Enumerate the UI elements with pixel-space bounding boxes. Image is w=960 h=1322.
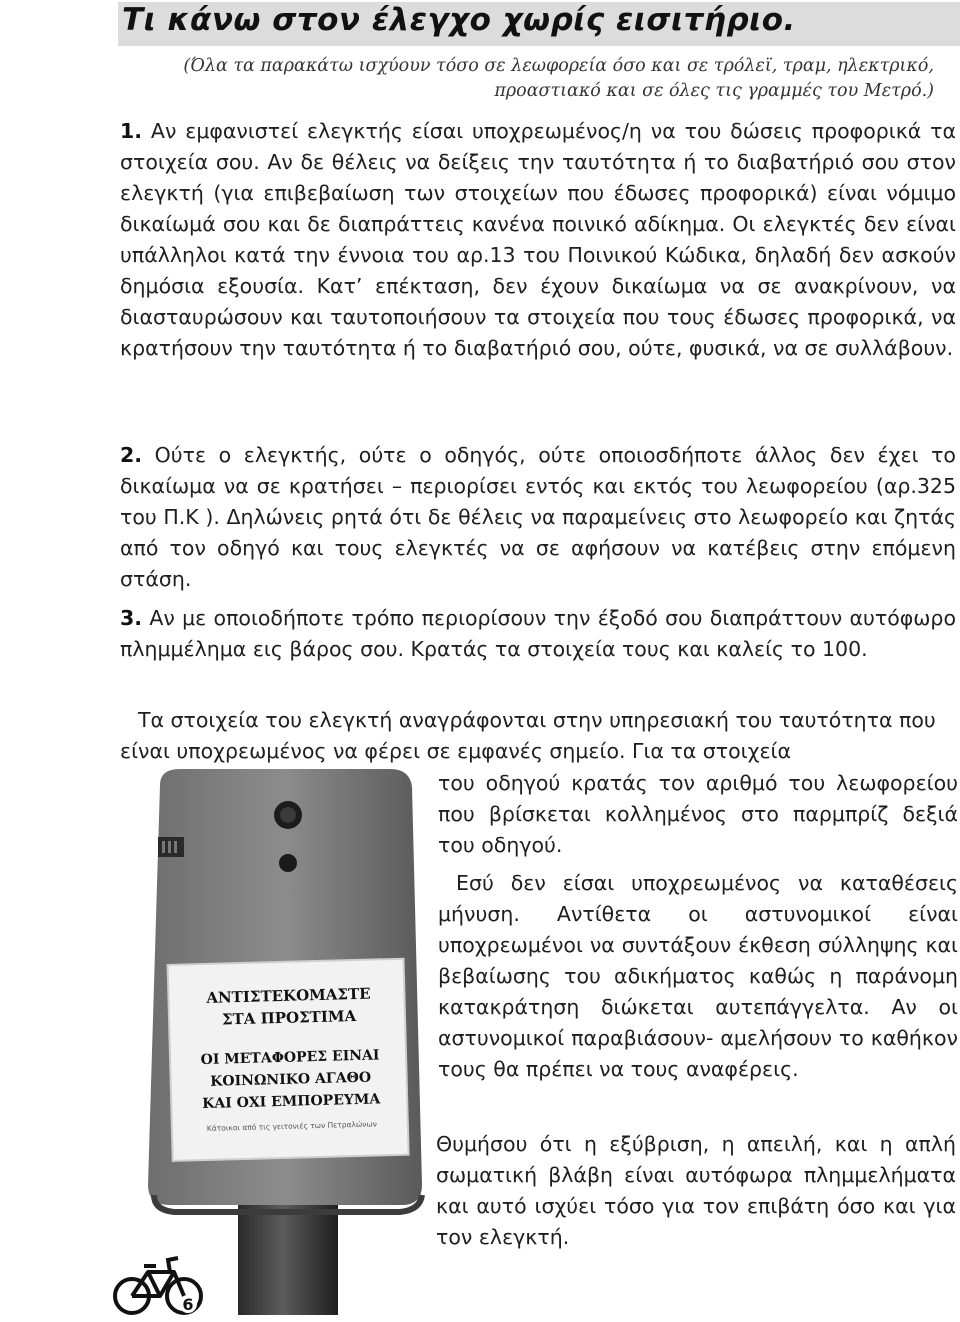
section-text: Ούτε ο ελεγκτής, ούτε ο οδηγός, ούτε οποιοσδήποτε άλλος δεν έχει το δικαίωμα να σε κρατήσει – περιορίσει εντός και εκτός του λεωφορείου (αρ.325 του Π.Κ ). Δηλώνεις ρητά ότι δε θέλεις να παραμείνεις στο λεωφορείο και ζητάς από τον οδηγό και τους ελεγκτές να σε αφήσουν να κατέβεις στην επόμενη στάση.	[120, 443, 956, 591]
section-2	[120, 440, 956, 595]
section-text: Αν εμφανιστεί ελεγκτής είσαι υποχρεωμένος/η να του δώσεις προφορικά τα στοιχεία σου. Αν δε θέλεις να δείξεις την ταυτότητα ή το διαβατήριό σου στον ελεγκτή (για επιβεβαίωση των στοιχείων που έδωσες προφορικά) είναι νόμιμο δικαίωμά σου και δε διαπράττεις κανένα ποινικό αδίκημα. Οι ελεγκτές δεν είναι υπάλληλοι κατά την έννοια του αρ.13 του Ποινικού Κώδικα, δηλαδή δεν ασκούν δημόσια εξουσία. Κατ’ επέκταση, δεν έχουν δικαίωμα να σε ανακρίνουν, να διασταυρώσουν και ταυτοποιήσουν τα στοιχεία που τους έδωσες προφορικά, να κρατήσουν την ταυτότητα ή το διαβατήριό σου, ούτε, φυσικά, να σε συλλάβουν.	[120, 119, 956, 360]
paragraph-text: Τα στοιχεία του ελεγκτή αναγράφονται στην υπηρεσιακή του ταυτότητα που είναι υποχρεωμένος να φέρει σε εμφανές σημείο. Για τα στοιχεία	[120, 708, 936, 763]
bicycle-icon	[108, 1252, 208, 1322]
paragraph-officer-id	[120, 705, 956, 767]
page-title: Τι κάνω στον έλεγχο χωρίς εισιτήριο.	[122, 2, 796, 38]
ticket-validator-photo	[140, 765, 430, 1315]
paragraph-text: Εσύ δεν είσαι υποχρεωμένος να καταθέσεις μήνυση. Αντίθετα οι αστυνομικοί είναι υποχρεωμένοι να συντάξουν έκθεση σύλληψης και βεβαίωσης του αδικήματος καθώς η παράνομη κατακράτηση διώκεται αυτεπάγγελτα. Αν οι αστυνομικοί παραβιάσουν- αμελήσουν το καθήκον τους θα πρέπει να τους αναφέρεις.	[438, 871, 958, 1081]
page-number: 6	[182, 1295, 194, 1314]
paragraph-reminder: Θυμήσου ότι η εξύβριση, η απειλή, και η απλή σωματική βλάβη είναι αυτόφωρα πλημμελήματα και αυτό ισχύει τόσο για τον επιβάτη όσο και για τον ελεγκτή.	[436, 1132, 956, 1249]
sign-text-line: ΟΙ ΜΕΤΑΦΟΡΕΣ ΕΙΝΑΙ	[200, 1047, 380, 1069]
section-number: 3.	[120, 606, 143, 630]
section-number: 2.	[120, 443, 143, 467]
section-1	[120, 116, 956, 364]
section-3	[120, 603, 956, 665]
sign-text-line: ΚΑΙ ΟΧΙ ΕΜΠΟΡΕΥΜΑ	[202, 1091, 381, 1113]
paragraph-police	[438, 868, 958, 1085]
section-number: 1.	[120, 119, 143, 143]
section-text: Αν με οποιοδήποτε τρόπο περιορίσουν την έξοδό σου διαπράττουν αυτόφωρο πλημμέλημα εις βάρος σου. Κρατάς τα στοιχεία τους και καλείς το 100.	[120, 606, 956, 661]
sign-text-line: ΑΝΤΙΣΤΕΚΟΜΑΣΤΕ	[206, 984, 371, 1007]
sign-footer: Κάτοικοι από τις γειτονιές των Πετραλώνων	[206, 1119, 377, 1133]
sign-text-line: ΚΟΙΝΩΝΙΚΟ ΑΓΑΘΟ	[210, 1069, 372, 1090]
sign-text-line: ΣΤΑ ΠΡΟΣΤΙΜΑ	[221, 1006, 357, 1029]
scope-note: (Όλα τα παρακάτω ισχύουν τόσο σε λεωφορεία όσο και σε τρόλεϊ, τραμ, ηλεκτρικό, προαστιακό και σε όλες τις γραμμές του Μετρό.)	[183, 56, 934, 101]
paragraph-driver: του οδηγού κρατάς τον αριθμό του λεωφορείου που βρίσκεται κολλημένος στο παρμπρίζ δεξιά του οδηγού.	[438, 771, 958, 857]
